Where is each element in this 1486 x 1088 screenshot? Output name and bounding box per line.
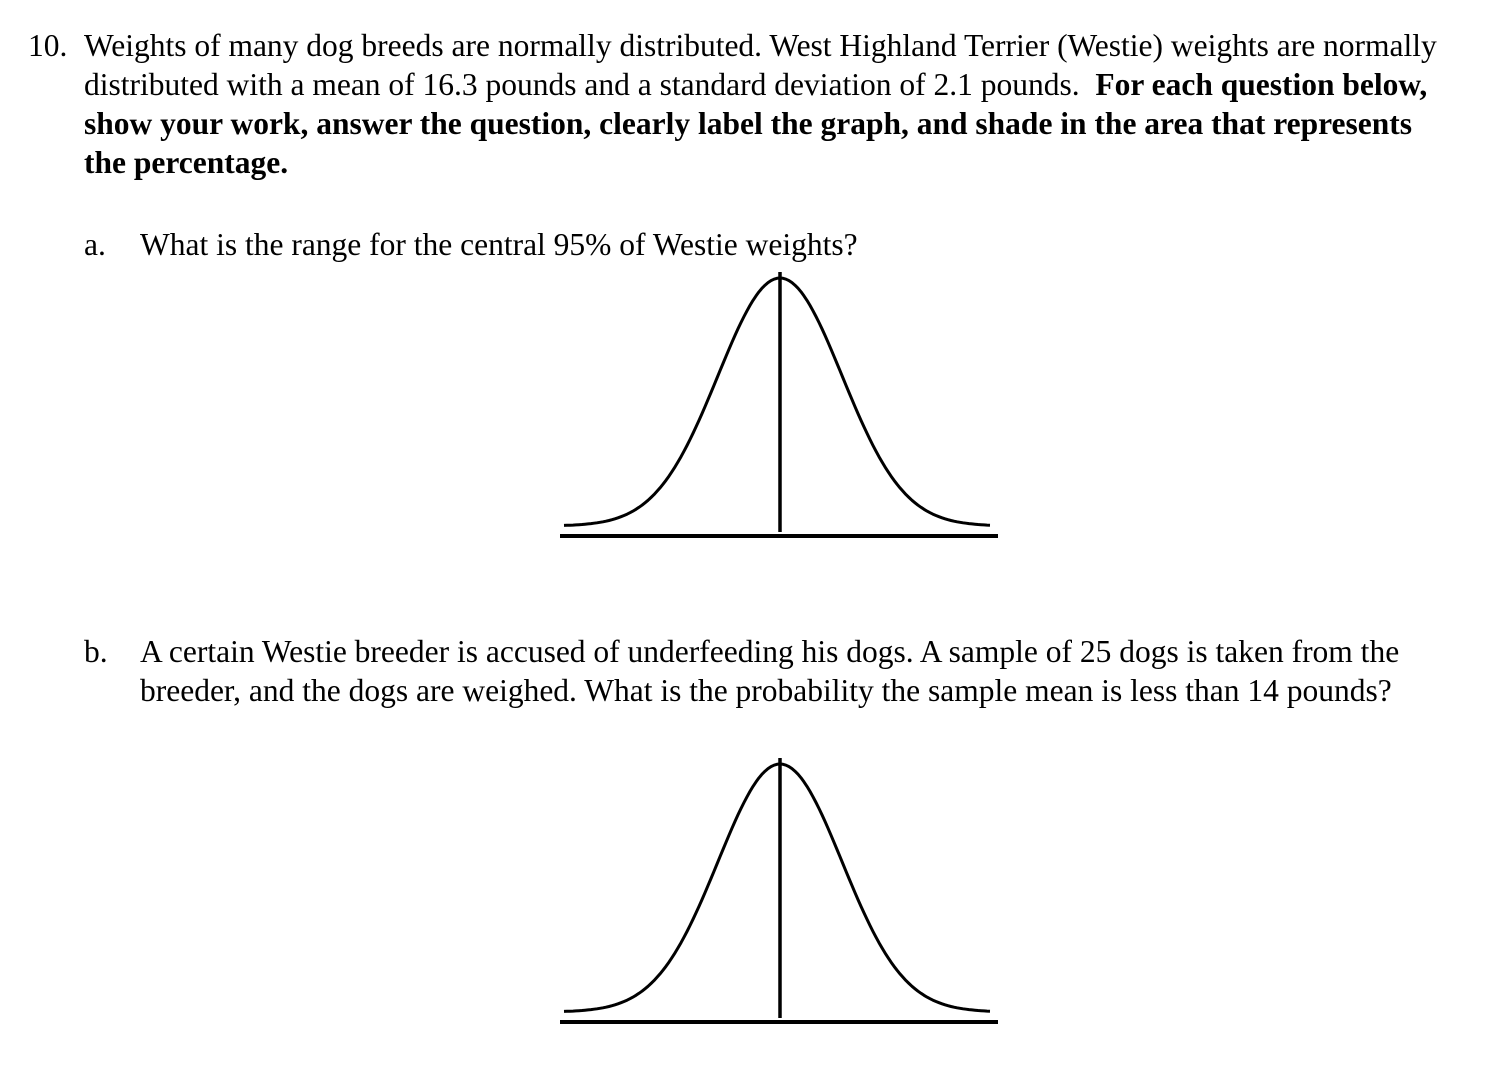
part-b [84, 632, 1424, 710]
problem-10 [28, 26, 1448, 182]
part-b-letter: b. [84, 634, 108, 669]
problem-instructions: For each question below, show your work, answer the question, clearly label the graph, and shade in the area that represents the percentage. [84, 67, 1428, 180]
normal-curve-a [560, 270, 1000, 542]
problem-statement [84, 26, 1448, 182]
bell-curve-line [564, 278, 990, 525]
part-a-question: What is the range for the central 95% of Westie weights? [140, 227, 858, 262]
bell-curve-line [564, 764, 990, 1011]
normal-curve-b [560, 756, 1000, 1028]
part-a-letter: a. [84, 227, 106, 262]
part-b-question: A certain Westie breeder is accused of underfeeding his dogs. A sample of 25 dogs is taken from the breeder, and the dogs are weighed. What is the probability the sample mean is less than 14 pounds? [140, 634, 1400, 708]
part-a [84, 225, 1424, 264]
problem-number: 10. [28, 28, 68, 63]
problem-intro: Weights of many dog breeds are normally distributed. West Highland Terrier (Westie) weights are normally distributed with a mean of 16.3 pounds and a standard deviation of 2.1 pounds. [84, 28, 1437, 102]
